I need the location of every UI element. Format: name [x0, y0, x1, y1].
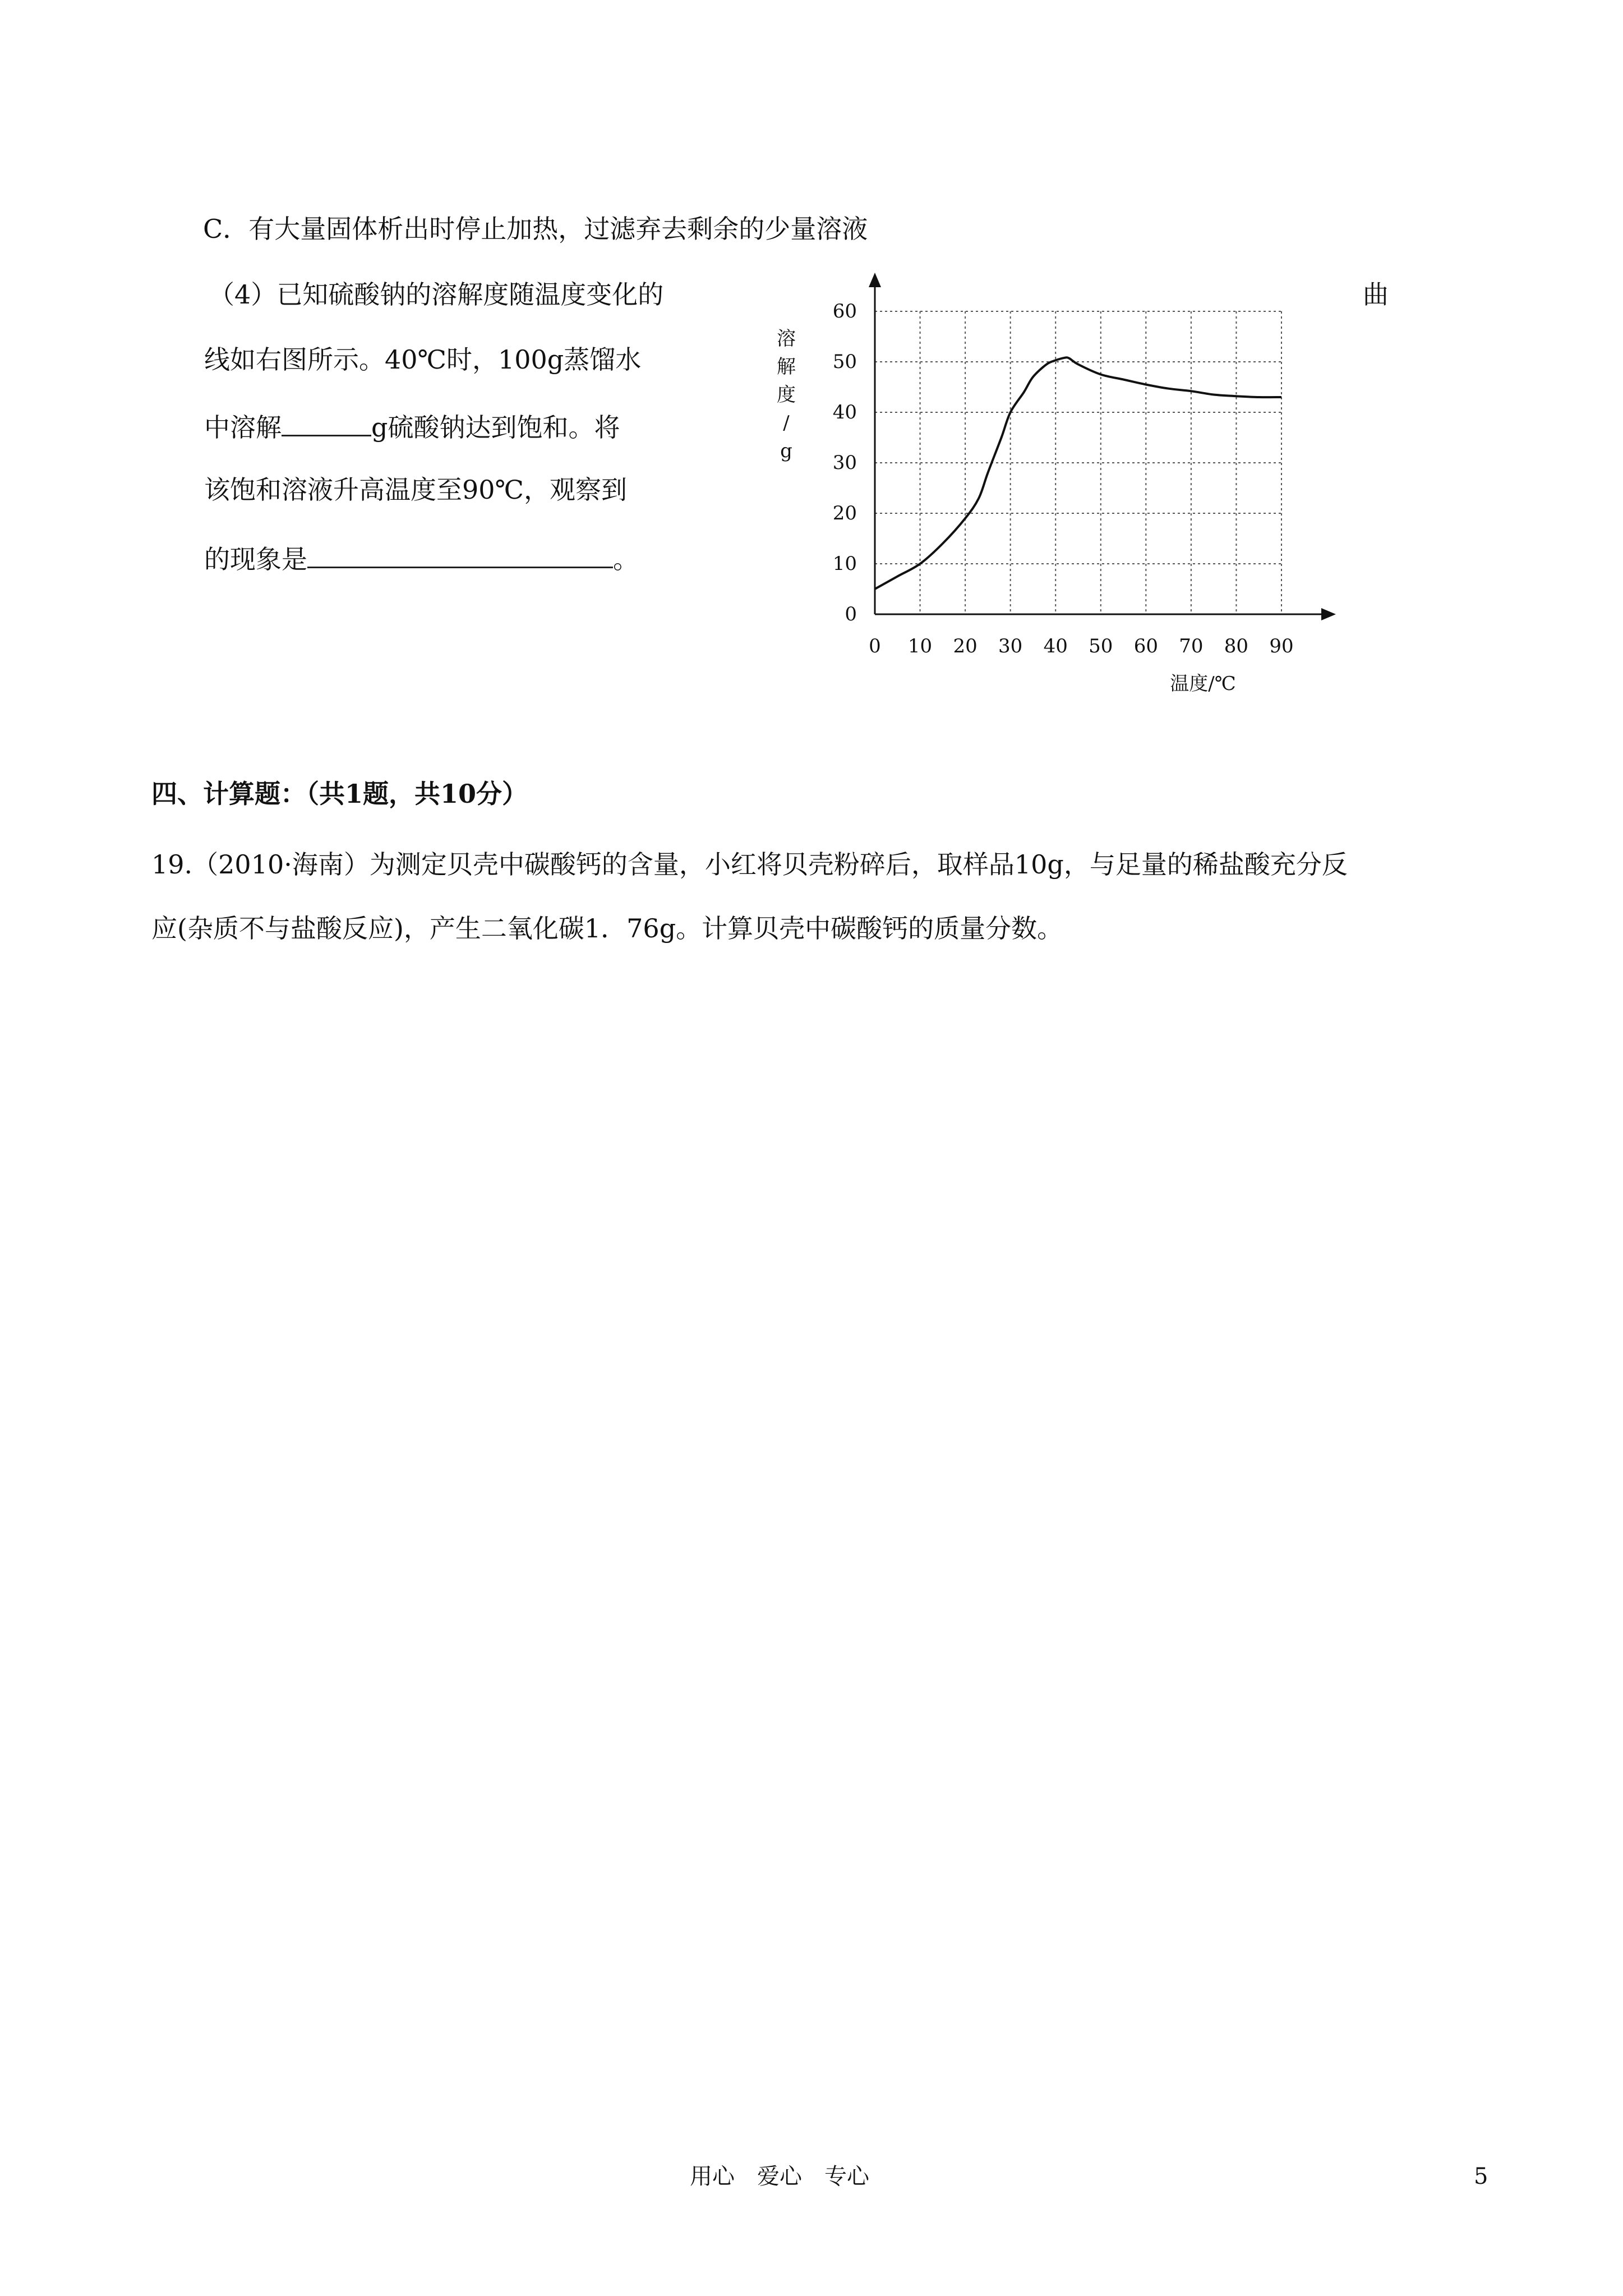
q4-line-4: 该饱和溶液升高温度至90℃，观察到	[204, 475, 627, 505]
solubility-chart-svg	[763, 264, 1346, 707]
q4-line-1-tail: 曲	[1363, 279, 1389, 310]
y-axis-label-char: g	[780, 440, 792, 462]
q19-line-2: 应(杂质不与盐酸反应)，产生二氧化碳1．76g。计算贝壳中碳酸钙的质量分数。	[151, 913, 1063, 944]
chart-series	[875, 357, 1281, 589]
y-axis-label-char: /	[783, 412, 790, 434]
y-tick-label: 30	[832, 452, 857, 474]
section-4-title: 四、计算题：（共1题，共10分）	[151, 779, 528, 809]
y-tick-label: 60	[832, 300, 857, 323]
x-tick-label: 10	[907, 635, 933, 657]
x-axis-arrow	[1321, 608, 1336, 620]
y-axis-label-char: 解	[777, 356, 796, 378]
page-number: 5	[1474, 2164, 1488, 2189]
x-axis-label: 温度/℃	[1170, 673, 1236, 695]
chart-ticks	[833, 300, 1294, 657]
x-tick-label: 30	[998, 635, 1023, 657]
chart-axes	[869, 273, 1336, 620]
q4-line-5-suffix: 。	[613, 544, 639, 574]
q4-line-5-prefix: 的现象是	[204, 544, 307, 574]
footer-motto: 用心 爱心 专心	[690, 2164, 869, 2189]
x-tick-label: 70	[1179, 635, 1204, 657]
q4-line-5	[204, 543, 639, 572]
y-tick-label: 20	[832, 502, 857, 524]
y-tick-label: 40	[832, 401, 857, 424]
q4-line-3	[204, 411, 620, 443]
y-tick-label: 10	[832, 553, 857, 575]
y-tick-label: 0	[845, 603, 857, 625]
y-axis-label-char: 溶	[777, 328, 796, 350]
answer-blank-2[interactable]	[307, 543, 613, 568]
q19-line-1: 19.（2010·海南）为测定贝壳中碳酸钙的含量，小红将贝壳粉碎后，取样品10g，与足量的稀盐酸充分反	[151, 849, 1348, 880]
x-tick-label: 80	[1224, 635, 1249, 657]
q4-line-3-suffix: g硫酸钠达到饱和。将	[371, 412, 620, 443]
solubility-curve	[875, 357, 1281, 589]
x-tick-label: 90	[1269, 635, 1294, 657]
x-tick-label: 20	[953, 635, 978, 657]
q4-line-3-prefix: 中溶解	[204, 412, 282, 443]
x-tick-label: 50	[1089, 635, 1113, 657]
chart-grid	[875, 311, 1281, 614]
y-tick-label: 50	[832, 351, 857, 373]
x-tick-label: 0	[869, 635, 881, 657]
x-tick-label: 40	[1043, 635, 1068, 657]
x-tick-label: 60	[1133, 635, 1158, 657]
solubility-chart	[763, 264, 1346, 707]
q4-line-2: 线如右图所示。40℃时，100g蒸馏水	[204, 344, 642, 375]
option-c: C．有大量固体析出时停止加热，过滤弃去剩余的少量溶液	[203, 214, 868, 244]
q4-line-1: （4）已知硫酸钠的溶解度随温度变化的	[209, 279, 664, 310]
y-axis-label-char: 度	[777, 384, 796, 406]
answer-blank-1[interactable]	[282, 411, 371, 436]
y-axis-arrow	[869, 273, 881, 287]
